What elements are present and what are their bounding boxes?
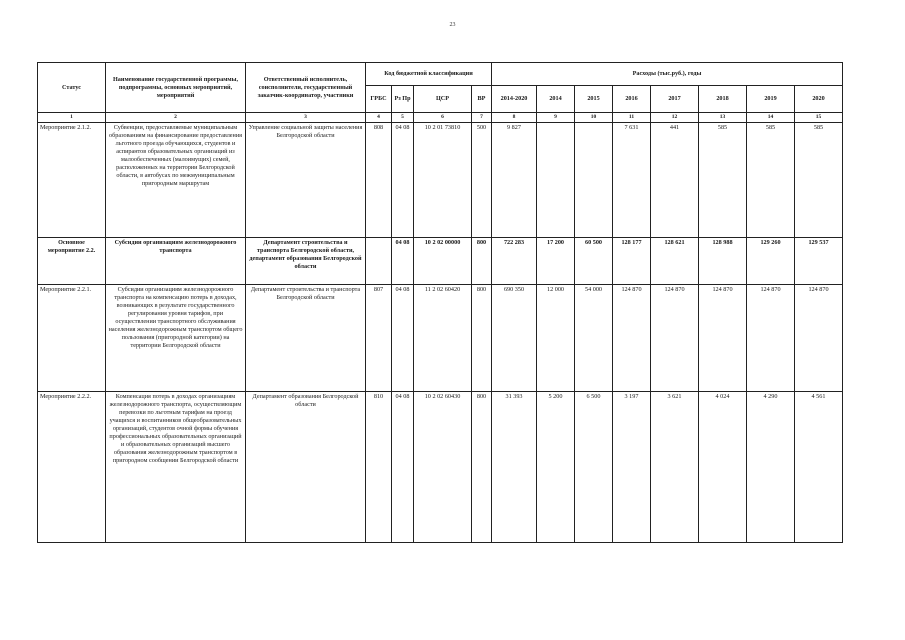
row-value: 5 200 bbox=[537, 392, 575, 543]
row-status: Мероприятие 2.1.2. bbox=[38, 123, 106, 238]
header-year: 2018 bbox=[699, 86, 747, 113]
row-value bbox=[537, 123, 575, 238]
row-rzpr: 04 08 bbox=[392, 123, 414, 238]
table-row bbox=[38, 392, 843, 543]
row-vr: 800 bbox=[472, 392, 492, 543]
column-number: 1 bbox=[38, 113, 106, 123]
row-status: Мероприятие 2.2.2. bbox=[38, 392, 106, 543]
row-value: 6 500 bbox=[575, 392, 613, 543]
row-value: 17 200 bbox=[537, 238, 575, 285]
row-status: Мероприятие 2.2.1. bbox=[38, 285, 106, 392]
row-name: Субсидии организациям железнодорожного транспорта bbox=[106, 238, 246, 285]
row-value: 7 631 bbox=[613, 123, 651, 238]
header-year: 2014 bbox=[537, 86, 575, 113]
page-number: 23 bbox=[449, 22, 456, 28]
row-value: 4 561 bbox=[795, 392, 843, 543]
row-grbs: 807 bbox=[366, 285, 392, 392]
row-grbs bbox=[366, 238, 392, 285]
row-value: 3 621 bbox=[651, 392, 699, 543]
row-vr: 800 bbox=[472, 238, 492, 285]
row-executor: Департамент строительства и транспорта Белгородской области, департамент образования Белгородской области bbox=[246, 238, 366, 285]
row-value: 441 bbox=[651, 123, 699, 238]
row-status: Основное мероприятие 2.2. bbox=[38, 238, 106, 285]
column-number: 13 bbox=[699, 113, 747, 123]
row-value: 585 bbox=[699, 123, 747, 238]
row-executor: Департамент образования Белгородской области bbox=[246, 392, 366, 543]
row-value: 12 000 bbox=[537, 285, 575, 392]
row-value: 124 870 bbox=[651, 285, 699, 392]
table-row bbox=[38, 285, 843, 392]
row-value: 124 870 bbox=[699, 285, 747, 392]
row-value: 128 177 bbox=[613, 238, 651, 285]
column-number: 11 bbox=[613, 113, 651, 123]
header-grbs: ГРБС bbox=[366, 86, 392, 113]
row-value: 129 260 bbox=[747, 238, 795, 285]
header-vr: ВР bbox=[472, 86, 492, 113]
column-number: 3 bbox=[246, 113, 366, 123]
row-value: 124 870 bbox=[613, 285, 651, 392]
header-year: 2017 bbox=[651, 86, 699, 113]
row-rzpr: 04 08 bbox=[392, 238, 414, 285]
header-rzpr: Рз Пр bbox=[392, 86, 414, 113]
row-rzpr: 04 08 bbox=[392, 285, 414, 392]
header-year: 2020 bbox=[795, 86, 843, 113]
header-expenses: Расходы (тыс.руб.), годы bbox=[492, 63, 843, 86]
row-csr: 10 2 02 60430 bbox=[414, 392, 472, 543]
column-number: 8 bbox=[492, 113, 537, 123]
column-number: 2 bbox=[106, 113, 246, 123]
row-vr: 800 bbox=[472, 285, 492, 392]
row-value: 129 537 bbox=[795, 238, 843, 285]
header-name: Наименование государственной программы, подпрограммы, основных мероприятий, мероприятий bbox=[106, 63, 246, 113]
row-csr: 11 2 02 60420 bbox=[414, 285, 472, 392]
row-value: 690 350 bbox=[492, 285, 537, 392]
header-year: 2019 bbox=[747, 86, 795, 113]
column-number: 9 bbox=[537, 113, 575, 123]
row-grbs: 808 bbox=[366, 123, 392, 238]
table-row bbox=[38, 123, 843, 238]
row-value bbox=[575, 123, 613, 238]
column-number: 15 bbox=[795, 113, 843, 123]
budget-table bbox=[37, 62, 843, 543]
row-value: 128 621 bbox=[651, 238, 699, 285]
row-value: 54 000 bbox=[575, 285, 613, 392]
row-grbs: 810 bbox=[366, 392, 392, 543]
column-number-row bbox=[38, 113, 843, 123]
header-year: 2015 bbox=[575, 86, 613, 113]
column-number: 4 bbox=[366, 113, 392, 123]
column-number: 12 bbox=[651, 113, 699, 123]
column-number: 14 bbox=[747, 113, 795, 123]
row-name: Субвенции, предоставляемые муниципальным образованиям на финансирование предоставления льготного проезда обучающихся, студентов и аспирантов образовательных организаций из малообеспеченных (малоимущих) семей, расположенных на территории Белгородской области, в автобусах по межмуниципальным пригородным маршрутам bbox=[106, 123, 246, 238]
row-executor: Управление социальной защиты населения Белгородской области bbox=[246, 123, 366, 238]
row-csr: 10 2 02 00000 bbox=[414, 238, 472, 285]
column-number: 6 bbox=[414, 113, 472, 123]
row-value: 128 988 bbox=[699, 238, 747, 285]
row-rzpr: 04 08 bbox=[392, 392, 414, 543]
row-value: 722 283 bbox=[492, 238, 537, 285]
table-row bbox=[38, 238, 843, 285]
column-number: 5 bbox=[392, 113, 414, 123]
row-name: Компенсация потерь в доходах организациям железнодорожного транспорта, осуществляющим перевозки по льготным тарифам на проезд учащихся и воспитанников общеобразовательных организаций, студентов очной формы обучения профессиональных образовательных организаций и образовательных организаций высшего образования железнодорожным транспортом в пригородном сообщении Белгородской области bbox=[106, 392, 246, 543]
row-value: 60 500 bbox=[575, 238, 613, 285]
column-number: 7 bbox=[472, 113, 492, 123]
row-value: 585 bbox=[795, 123, 843, 238]
header-year: 2016 bbox=[613, 86, 651, 113]
row-value: 3 197 bbox=[613, 392, 651, 543]
header-csr: ЦСР bbox=[414, 86, 472, 113]
row-value: 4 024 bbox=[699, 392, 747, 543]
row-value: 124 870 bbox=[795, 285, 843, 392]
table-header bbox=[38, 63, 843, 123]
header-year: 2014-2020 bbox=[492, 86, 537, 113]
row-value: 4 290 bbox=[747, 392, 795, 543]
row-value: 585 bbox=[747, 123, 795, 238]
header-budget-code: Код бюджетной классификации bbox=[366, 63, 492, 86]
row-value: 31 393 bbox=[492, 392, 537, 543]
header-executor: Ответственный исполнитель, соисполнители, государственный заказчик-координатор, участники bbox=[246, 63, 366, 113]
row-vr: 500 bbox=[472, 123, 492, 238]
row-value: 124 870 bbox=[747, 285, 795, 392]
header-status: Статус bbox=[38, 63, 106, 113]
row-value: 9 827 bbox=[492, 123, 537, 238]
row-executor: Департамент строительства и транспорта Белгородской области bbox=[246, 285, 366, 392]
row-csr: 10 2 01 73810 bbox=[414, 123, 472, 238]
row-name: Субсидии организациям железнодорожного транспорта на компенсацию потерь в доходах, возникающих в результате государственного регулирования уровня тарифов, при осуществлении транспортного обслуживания населения железнодорожным транспортом общего пользования (пригородной категории) на территории Белгородской области bbox=[106, 285, 246, 392]
column-number: 10 bbox=[575, 113, 613, 123]
